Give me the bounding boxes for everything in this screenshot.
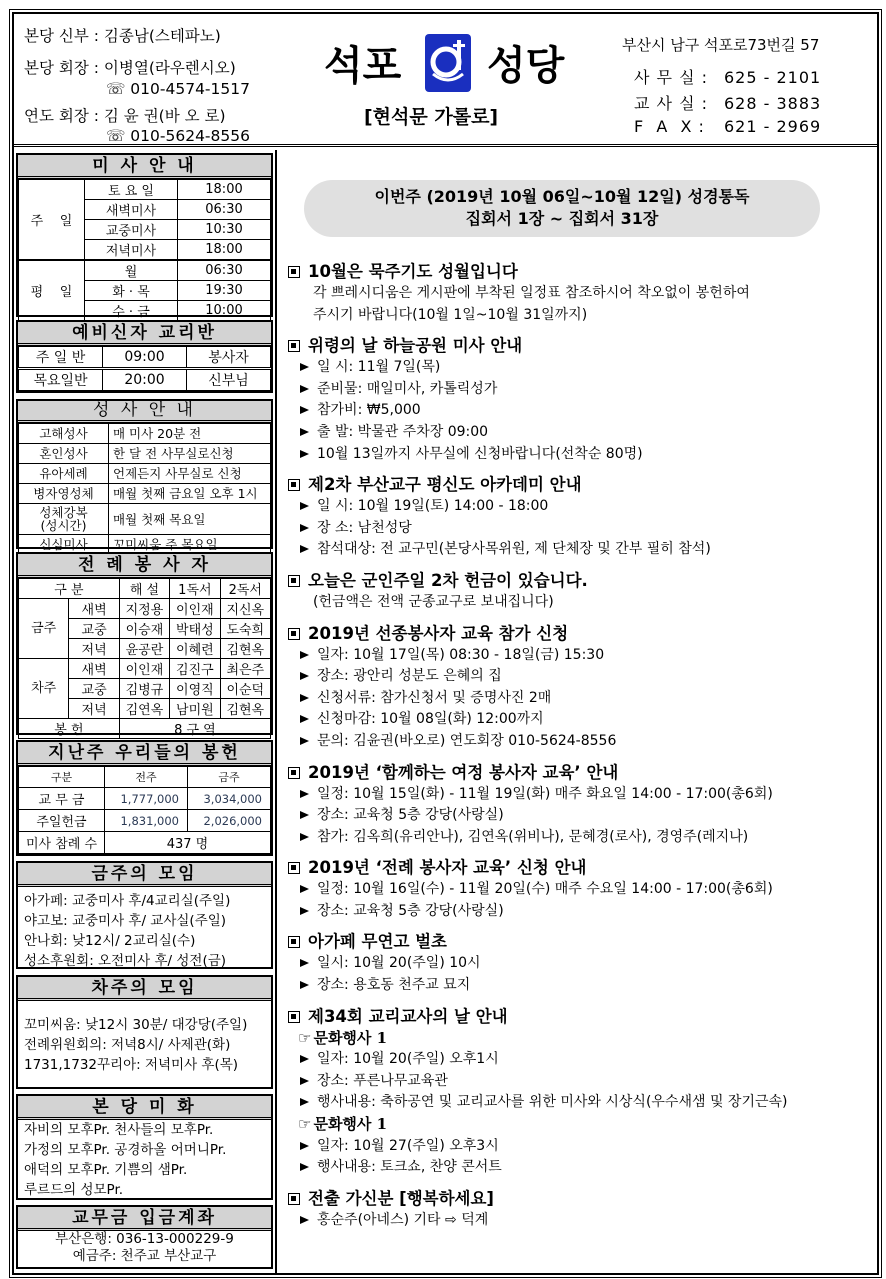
arrow-bullet-icon bbox=[300, 737, 309, 745]
notice-line bbox=[288, 1210, 878, 1232]
notice-heading bbox=[288, 622, 878, 645]
table-header-row bbox=[19, 579, 271, 599]
sacrament-table bbox=[18, 423, 271, 555]
offering-header: 구분 bbox=[19, 767, 105, 788]
flowers-line: 자비의 모후Pr. 천사들의 모후Pr. bbox=[24, 1122, 214, 1138]
notice-line-text: 일자: 10월 17일(목) 08:30 - 18일(금) 15:30 bbox=[317, 646, 605, 663]
mass-time: 18:00 bbox=[178, 240, 271, 261]
arrow-bullet-icon bbox=[300, 524, 309, 532]
mass-time: 06:30 bbox=[178, 260, 271, 281]
arrow-bullet-icon bbox=[300, 1098, 309, 1106]
next-week-line: 1731,1732꾸리아: 저녁미사 후(목) bbox=[24, 1057, 239, 1073]
mass-schedule-table bbox=[18, 179, 271, 321]
sacrament-detail: 꼬미씨움 주 목요일 bbox=[109, 535, 271, 555]
notice-item bbox=[288, 473, 878, 561]
arrow-bullet-icon bbox=[300, 651, 309, 659]
notice-line bbox=[288, 901, 878, 923]
arrow-bullet-icon bbox=[300, 428, 309, 436]
pointing-hand-icon: ☞ bbox=[298, 1115, 312, 1134]
square-bullet-icon bbox=[288, 1011, 300, 1023]
this-week-line: 안나회: 낮12시/ 2교리실(수) bbox=[24, 933, 196, 949]
arrow-bullet-icon bbox=[300, 406, 309, 414]
square-bullet-icon bbox=[288, 628, 300, 640]
square-bullet-icon bbox=[288, 862, 300, 874]
flowers-box bbox=[16, 1094, 273, 1200]
notices bbox=[288, 252, 878, 1231]
notice-line bbox=[288, 1049, 878, 1071]
square-bullet-icon bbox=[288, 936, 300, 948]
this-week-line: 아가페: 교중미사 후/4교리실(주일) bbox=[24, 893, 231, 909]
next-week-box bbox=[16, 975, 273, 1089]
mass-time: 06:30 bbox=[178, 200, 271, 220]
mass-name: 새벽미사 bbox=[85, 200, 178, 220]
liturgy-cell: 김현옥 bbox=[220, 699, 270, 719]
notice-title: 2019년 선종봉사자 교육 참가 신청 bbox=[308, 623, 569, 643]
arrow-bullet-icon bbox=[300, 502, 309, 510]
yeondo-phone: ☏ 010-5624-8556 bbox=[106, 127, 250, 145]
mass-time: 10:00 bbox=[178, 301, 271, 321]
notice-line-text: 참가: 김옥희(유리안나), 김연옥(위비나), 문혜경(로사), 경영주(레지나) bbox=[317, 828, 749, 845]
arrow-bullet-icon bbox=[300, 1142, 309, 1150]
church-name-left: 석포 bbox=[324, 43, 402, 89]
notice-heading bbox=[288, 856, 878, 879]
president-info: 본당 회장 : 이병열(라우렌시오) bbox=[24, 59, 236, 77]
table-row bbox=[19, 832, 271, 854]
mass-time: 19:30 bbox=[178, 281, 271, 301]
notice-line-text: 장소: 광안리 성분도 은혜의 집 bbox=[317, 668, 502, 685]
catechumen-table bbox=[18, 346, 271, 391]
liturgy-cell: 김병규 bbox=[119, 679, 169, 699]
notice-line-text: 참가비: ₩5,000 bbox=[317, 402, 421, 419]
notice-line bbox=[288, 1071, 878, 1093]
notice-line-text: 각 쁘레시디움은 게시판에 부착된 일정표 참조하시어 착오없이 봉헌하여 bbox=[313, 285, 750, 301]
offering-label: 봉 헌 bbox=[19, 719, 120, 739]
notice-heading bbox=[288, 761, 878, 784]
pointing-hand-icon: ☞ bbox=[298, 1028, 312, 1047]
notice-line bbox=[288, 953, 878, 975]
offering-cell: 교 무 금 bbox=[19, 788, 105, 810]
liturgy-cell: 새벽 bbox=[69, 599, 119, 619]
table-row bbox=[19, 444, 271, 464]
notice-line-text: 장소: 교육청 5층 강당(사랑실) bbox=[317, 807, 504, 824]
liturgy-cell: 이승재 bbox=[119, 619, 169, 639]
notice-heading bbox=[288, 569, 878, 592]
sacrament-name: 고해성사 bbox=[19, 424, 109, 444]
bible-reading-title: 이번주 (2019년 10월 06일~10월 12일) 성경통독 bbox=[374, 187, 750, 206]
arrow-bullet-icon bbox=[300, 907, 309, 915]
notice-line bbox=[288, 1092, 878, 1114]
section-title: 지난주 우리들의 봉헌 bbox=[18, 742, 271, 766]
contact-fax bbox=[634, 117, 821, 136]
flowers-line: 가정의 모후Pr. 공경하올 어머니Pr. bbox=[24, 1142, 227, 1158]
notice-line-text: (헌금액은 전액 군종교구로 보내집니다) bbox=[313, 593, 554, 610]
section-title: 성 사 안 내 bbox=[18, 401, 271, 423]
this-week-box bbox=[16, 861, 273, 969]
next-week-line: 전례위원회의: 저녁8시/ 사제관(화) bbox=[24, 1037, 231, 1053]
arrow-bullet-icon bbox=[300, 545, 309, 553]
table-row bbox=[19, 260, 271, 281]
catechumen-cell: 신부님 bbox=[187, 369, 271, 391]
notice-line bbox=[288, 879, 878, 901]
notice-line-text: 홍순주(아네스) 기타 ⇨ 덕계 bbox=[317, 1211, 489, 1228]
arrow-bullet-icon bbox=[300, 715, 309, 723]
notice-line bbox=[288, 666, 878, 688]
mass-name: 수 · 금 bbox=[85, 301, 178, 321]
notice-line-text: 행사내용: 축하공연 및 교리교사를 위한 미사와 시상식(우수새샘 및 장기근속) bbox=[317, 1094, 788, 1111]
notice-line-text: 일 시: 10월 19일(토) 14:00 - 18:00 bbox=[317, 498, 549, 515]
liturgy-week-label: 금주 bbox=[19, 599, 69, 659]
table-row bbox=[19, 347, 271, 369]
liturgy-week-label: 차주 bbox=[19, 659, 69, 719]
this-week-line: 성소후원회: 오전미사 후/ 성전(금) bbox=[24, 953, 227, 969]
notice-item bbox=[288, 260, 878, 326]
sacrament-detail: 매 미사 20분 전 bbox=[109, 424, 271, 444]
arrow-bullet-icon bbox=[300, 385, 309, 393]
church-address: 부산시 남구 석포로73번길 57 bbox=[622, 36, 820, 54]
bible-reading-range: 집회서 1장 ~ 집회서 31장 bbox=[465, 209, 659, 228]
notice-line bbox=[288, 827, 878, 849]
attendance-label: 미사 참례 수 bbox=[19, 832, 105, 854]
liturgy-header: 2독서 bbox=[220, 579, 270, 599]
liturgy-cell: 이인재 bbox=[119, 659, 169, 679]
attendance-value: 437 명 bbox=[105, 832, 271, 854]
notice-item bbox=[288, 622, 878, 753]
yeondo-info: 연도 회장 : 김 윤 권(바 오 로) bbox=[24, 107, 226, 125]
table-row bbox=[19, 810, 271, 832]
account-list bbox=[18, 1231, 271, 1267]
table-row bbox=[19, 464, 271, 484]
mass-group-label: 평 일 bbox=[19, 260, 85, 321]
liturgy-cell: 최은주 bbox=[220, 659, 270, 679]
liturgy-cell: 윤공란 bbox=[119, 639, 169, 659]
square-bullet-icon bbox=[288, 266, 300, 278]
notice-title: 전출 가신분 [행복하세요] bbox=[308, 1188, 494, 1208]
notice-line bbox=[288, 1114, 878, 1136]
liturgy-cell: 김현옥 bbox=[220, 639, 270, 659]
sacrament-name: 병자영성체 bbox=[19, 484, 109, 504]
sacrament-detail: 매월 첫째 목요일 bbox=[109, 504, 271, 535]
arrow-bullet-icon bbox=[300, 363, 309, 371]
contact-office bbox=[634, 65, 821, 88]
notice-line-text: 준비물: 매일미사, 카톨릭성가 bbox=[317, 380, 498, 397]
sacrament-detail: 매월 첫째 금요일 오후 1시 bbox=[109, 484, 271, 504]
notice-line bbox=[288, 496, 878, 518]
liturgy-header: 구 분 bbox=[19, 579, 120, 599]
offering-box bbox=[16, 740, 273, 856]
section-title: 차주의 모임 bbox=[18, 977, 271, 1001]
sacrament-box bbox=[16, 399, 273, 552]
notice-item bbox=[288, 761, 878, 849]
notice-line bbox=[288, 422, 878, 444]
liturgy-cell: 저녁 bbox=[69, 639, 119, 659]
sacrament-name: 성체강복 (성시간) bbox=[19, 504, 109, 535]
contact-label: F A X : bbox=[634, 117, 705, 136]
notice-line-text: 장소: 교육청 5층 강당(사랑실) bbox=[317, 902, 504, 919]
notice-line-text: 일정: 10월 16일(수) - 11월 20일(수) 매주 수요일 14:00 - 17:00(총6회) bbox=[317, 881, 773, 898]
offering-cell: 주일헌금 bbox=[19, 810, 105, 832]
notice-line bbox=[288, 539, 878, 561]
sacrament-detail: 한 달 전 사무실로신청 bbox=[109, 444, 271, 464]
notice-line-text: 신청서류: 참가신청서 및 증명사진 2매 bbox=[317, 689, 552, 706]
notice-line bbox=[288, 592, 878, 614]
arrow-bullet-icon bbox=[300, 1055, 309, 1063]
table-row bbox=[19, 599, 271, 619]
table-row bbox=[19, 369, 271, 391]
notice-line-text: 출 발: 박물관 주차장 09:00 bbox=[317, 423, 489, 440]
catechumen-cell: 목요일반 bbox=[19, 369, 103, 391]
notice-title: 제2차 부산교구 평신도 아카데미 안내 bbox=[308, 475, 582, 495]
liturgy-cell: 김진구 bbox=[170, 659, 220, 679]
mass-time: 18:00 bbox=[178, 180, 271, 200]
catechumen-cell: 봉사자 bbox=[187, 347, 271, 369]
notice-line-text: 일자: 10월 20(주일) 오후1시 bbox=[317, 1051, 499, 1068]
notice-title: 아가페 무연고 벌초 bbox=[308, 932, 448, 952]
arrow-bullet-icon bbox=[300, 959, 309, 967]
mass-name: 화 · 목 bbox=[85, 281, 178, 301]
arrow-bullet-icon bbox=[300, 450, 309, 458]
notice-line bbox=[288, 805, 878, 827]
offering-cell: 3,034,000 bbox=[188, 788, 271, 810]
offering-cell: 2,026,000 bbox=[188, 810, 271, 832]
notice-line-text: 10월 13일까지 사무실에 신청바랍니다(선착순 80명) bbox=[317, 445, 643, 462]
notice-line bbox=[288, 688, 878, 710]
arrow-bullet-icon bbox=[300, 790, 309, 798]
notice-line-text: 행사내용: 토크쇼, 찬양 콘서트 bbox=[317, 1159, 502, 1176]
notice-line bbox=[288, 709, 878, 731]
notice-title: 제34회 교리교사의 날 안내 bbox=[308, 1006, 508, 1026]
account-line: 부산은행: 036-13-000229-9 bbox=[55, 1231, 234, 1247]
arrow-bullet-icon bbox=[300, 1163, 309, 1171]
notice-line-text: 문의: 김윤권(바오로) 연도회장 010-5624-8556 bbox=[317, 732, 617, 749]
notice-item bbox=[288, 569, 878, 614]
notice-line bbox=[288, 357, 878, 379]
notice-title: 2019년 ‘함께하는 여정 봉사자 교육’ 안내 bbox=[308, 762, 619, 782]
notice-line bbox=[288, 518, 878, 540]
liturgy-cell: 새벽 bbox=[69, 659, 119, 679]
sacrament-name: 유아세례 bbox=[19, 464, 109, 484]
square-bullet-icon bbox=[288, 1193, 300, 1205]
square-bullet-icon bbox=[288, 479, 300, 491]
pastor-info: 본당 신부 : 김종남(스테파노) bbox=[24, 27, 221, 45]
notice-heading bbox=[288, 1187, 878, 1210]
table-row bbox=[19, 484, 271, 504]
liturgy-cell: 도숙희 bbox=[220, 619, 270, 639]
sacrament-name: 신심미사 bbox=[19, 535, 109, 555]
notice-line-text: 주시기 바랍니다(10월 1일~10월 31일까지) bbox=[313, 306, 588, 323]
liturgy-cell: 저녁 bbox=[69, 699, 119, 719]
notice-line-text: 문화행사 1 bbox=[313, 1028, 388, 1047]
catechumen-cell: 20:00 bbox=[103, 369, 187, 391]
notice-line-text: 일정: 10월 15일(화) - 11월 19일(화) 매주 화요일 14:00 - 17:00(총6회) bbox=[317, 785, 773, 802]
notice-line bbox=[288, 305, 878, 327]
arrow-bullet-icon bbox=[300, 1216, 309, 1224]
table-row bbox=[19, 180, 271, 200]
table-header-row bbox=[19, 767, 271, 788]
notice-line bbox=[288, 975, 878, 997]
notice-line-text: 문화행사 1 bbox=[313, 1115, 388, 1134]
mass-name: 저녁미사 bbox=[85, 240, 178, 261]
next-week-line: 꼬미씨움: 낮12시 30분/ 대강당(주일) bbox=[24, 1017, 248, 1033]
next-week-list bbox=[18, 1001, 271, 1077]
notice-heading bbox=[288, 930, 878, 953]
notice-heading bbox=[288, 334, 878, 357]
notice-line bbox=[288, 379, 878, 401]
contact-value: 625 - 2101 bbox=[724, 68, 822, 87]
column-divider bbox=[275, 150, 277, 1275]
notice-line-text: 일자: 10월 27(주일) 오후3시 bbox=[317, 1137, 499, 1154]
catechumen-box bbox=[16, 320, 273, 393]
liturgy-cell: 교중 bbox=[69, 679, 119, 699]
section-title: 전 례 봉 사 자 bbox=[18, 554, 271, 578]
square-bullet-icon bbox=[288, 575, 300, 587]
notice-line bbox=[288, 1028, 878, 1050]
section-title: 예비신자 교리반 bbox=[18, 322, 271, 346]
offering-cell: 1,831,000 bbox=[105, 810, 188, 832]
notice-line-text: 참석대상: 전 교구민(본당사목위원, 제 단체장 및 간부 필히 참석) bbox=[317, 541, 711, 558]
contact-teachers bbox=[634, 91, 821, 114]
arrow-bullet-icon bbox=[300, 811, 309, 819]
notice-line bbox=[288, 731, 878, 753]
header bbox=[14, 14, 877, 147]
flowers-line: 애덕의 모후Pr. 기쁨의 샘Pr. bbox=[24, 1162, 188, 1178]
table-row bbox=[19, 788, 271, 810]
notice-line bbox=[288, 400, 878, 422]
contact-value: 621 - 2969 bbox=[724, 117, 822, 136]
arrow-bullet-icon bbox=[300, 885, 309, 893]
mass-name: 월 bbox=[85, 260, 178, 281]
flowers-line: 루르드의 성모Pr. bbox=[24, 1182, 124, 1198]
arrow-bullet-icon bbox=[300, 1077, 309, 1085]
notice-title: 오늘은 군인주일 2차 헌금이 있습니다. bbox=[308, 570, 588, 590]
account-line: 예금주: 천주교 부산교구 bbox=[72, 1248, 217, 1264]
liturgy-box bbox=[16, 552, 273, 738]
offering-table bbox=[18, 766, 271, 854]
liturgy-cell: 이혜련 bbox=[170, 639, 220, 659]
arrow-bullet-icon bbox=[300, 694, 309, 702]
liturgy-cell: 이영직 bbox=[170, 679, 220, 699]
notice-item bbox=[288, 1005, 878, 1179]
flowers-list bbox=[18, 1120, 271, 1202]
notice-line bbox=[288, 645, 878, 667]
offering-header: 전주 bbox=[105, 767, 188, 788]
liturgy-cell: 교중 bbox=[69, 619, 119, 639]
notice-item bbox=[288, 930, 878, 996]
sacrament-name: 혼인성사 bbox=[19, 444, 109, 464]
liturgy-cell: 김연옥 bbox=[119, 699, 169, 719]
liturgy-header: 1독서 bbox=[170, 579, 220, 599]
mass-group-label: 주 일 bbox=[19, 180, 85, 261]
notice-line-text: 신청마감: 10월 08일(화) 12:00까지 bbox=[317, 711, 544, 728]
notice-item bbox=[288, 1187, 878, 1232]
this-week-list bbox=[18, 887, 271, 973]
church-name-right: 성당 bbox=[487, 43, 565, 89]
sacrament-detail: 언제든지 사무실로 신청 bbox=[109, 464, 271, 484]
liturgy-cell: 이순덕 bbox=[220, 679, 270, 699]
section-title: 금주의 모임 bbox=[18, 863, 271, 887]
mass-time: 10:30 bbox=[178, 220, 271, 240]
notice-item bbox=[288, 856, 878, 922]
square-bullet-icon bbox=[288, 767, 300, 779]
offering-header: 금주 bbox=[188, 767, 271, 788]
notice-line bbox=[288, 444, 878, 466]
notice-line bbox=[288, 784, 878, 806]
table-row bbox=[19, 659, 271, 679]
catechumen-cell: 주 일 반 bbox=[19, 347, 103, 369]
notice-heading bbox=[288, 473, 878, 496]
president-phone: ☏ 010-4574-1517 bbox=[106, 80, 250, 98]
section-title: 교무금 입금계좌 bbox=[18, 1207, 271, 1231]
mass-name: 토 요 일 bbox=[85, 180, 178, 200]
mass-name: 교중미사 bbox=[85, 220, 178, 240]
contact-value: 628 - 3883 bbox=[724, 94, 822, 113]
liturgy-cell: 지정용 bbox=[119, 599, 169, 619]
this-week-line: 야고보: 교중미사 후/ 교사실(주일) bbox=[24, 913, 227, 929]
table-row bbox=[19, 719, 271, 739]
church-subtitle: [현석문 가롤로] bbox=[364, 106, 499, 128]
liturgy-table bbox=[18, 578, 271, 739]
notice-line bbox=[288, 1136, 878, 1158]
liturgy-cell: 이인재 bbox=[170, 599, 220, 619]
notice-line-text: 장소: 푸른나무교육관 bbox=[317, 1072, 448, 1089]
bulletin-page bbox=[12, 12, 879, 1275]
notice-line-text: 일 시: 11월 7일(목) bbox=[317, 359, 441, 376]
section-title: 본 당 미 화 bbox=[18, 1096, 271, 1120]
contact-label: 사 무 실 : bbox=[634, 68, 709, 87]
notice-item bbox=[288, 334, 878, 465]
liturgy-cell: 지신옥 bbox=[220, 599, 270, 619]
notice-line bbox=[288, 1157, 878, 1179]
offering-value: 8 구 역 bbox=[119, 719, 270, 739]
arrow-bullet-icon bbox=[300, 981, 309, 989]
arrow-bullet-icon bbox=[300, 672, 309, 680]
bible-reading-banner bbox=[304, 180, 820, 237]
notice-line-text: 일시: 10월 20(주일) 10시 bbox=[317, 955, 481, 972]
offering-cell: 1,777,000 bbox=[105, 788, 188, 810]
notice-line-text: 장 소: 남천성당 bbox=[317, 519, 412, 536]
contact-label: 교 사 실 : bbox=[634, 94, 709, 113]
notice-title: 10월은 묵주기도 성월입니다 bbox=[308, 262, 518, 281]
table-row bbox=[19, 504, 271, 535]
square-bullet-icon bbox=[288, 340, 300, 352]
notice-line bbox=[288, 283, 878, 305]
section-title: 미 사 안 내 bbox=[18, 155, 271, 179]
account-box bbox=[16, 1205, 273, 1269]
liturgy-header: 해 설 bbox=[119, 579, 169, 599]
notice-title: 2019년 ‘전례 봉사자 교육’ 신청 안내 bbox=[308, 858, 587, 878]
notice-line-text: 장소: 용호동 천주교 묘지 bbox=[317, 977, 471, 994]
liturgy-cell: 박태성 bbox=[170, 619, 220, 639]
notice-heading bbox=[288, 260, 878, 283]
arrow-bullet-icon bbox=[300, 833, 309, 841]
notice-heading bbox=[288, 1005, 878, 1028]
catechumen-cell: 09:00 bbox=[103, 347, 187, 369]
church-logo-icon bbox=[425, 34, 471, 92]
table-row bbox=[19, 424, 271, 444]
liturgy-cell: 남미원 bbox=[170, 699, 220, 719]
notice-title: 위령의 날 하늘공원 미사 안내 bbox=[308, 336, 523, 356]
mass-box bbox=[16, 153, 273, 320]
